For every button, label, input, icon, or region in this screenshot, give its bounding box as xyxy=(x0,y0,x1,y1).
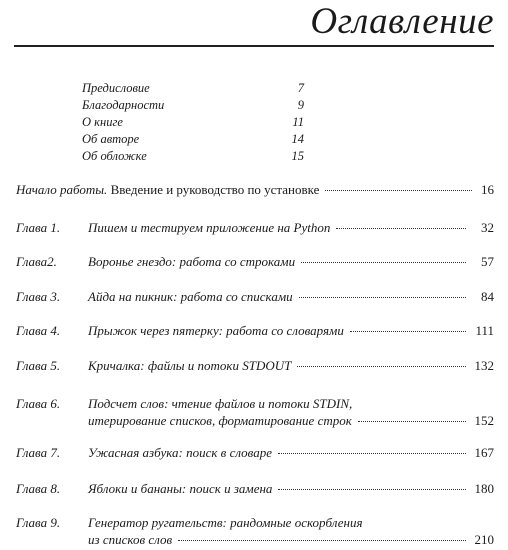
chapter-entry-5[interactable] xyxy=(16,357,494,374)
front-matter-item[interactable] xyxy=(82,97,312,114)
chapter-page: 152 xyxy=(474,413,494,428)
dot-leader xyxy=(301,262,466,263)
front-matter-label: Об авторе xyxy=(82,132,140,146)
chapter-title: итерирование списков, форматирование строк xyxy=(88,413,352,428)
chapter-entry-7[interactable] xyxy=(16,444,494,461)
dot-leader xyxy=(350,331,466,332)
front-matter-label: Об обложке xyxy=(82,149,147,163)
chapter-title: Ужасная азбука: поиск в словаре xyxy=(88,445,272,460)
chapter-number: Глава 6. xyxy=(16,396,61,411)
chapter-number: Глава 8. xyxy=(16,481,61,496)
chapter-entry-9[interactable] xyxy=(16,514,494,548)
chapter-entry-1[interactable] xyxy=(16,219,494,236)
chapter-title-line1: Генератор ругательств: рандомные оскорбления xyxy=(88,515,363,530)
chapter-title: Айда на пикник: работа со списками xyxy=(88,289,293,304)
chapter-number: Глава2. xyxy=(16,254,57,269)
intro-entry[interactable] xyxy=(16,181,494,199)
front-matter-page: 11 xyxy=(292,115,304,129)
chapter-entry-3[interactable] xyxy=(16,288,494,305)
dot-leader xyxy=(278,489,466,490)
chapter-page: 84 xyxy=(481,289,494,304)
chapter-page: 132 xyxy=(474,358,494,373)
chapter-entry-8[interactable] xyxy=(16,480,494,497)
chapter-number: Глава 9. xyxy=(16,515,61,530)
chapter-title-line1: Подсчет слов: чтение файлов и потоки STDIN, xyxy=(88,396,353,411)
front-matter-page: 15 xyxy=(291,149,304,163)
chapter-number: Глава 3. xyxy=(16,289,61,304)
chapter-page: 57 xyxy=(481,254,494,269)
dot-leader xyxy=(336,228,466,229)
front-matter-label: Предисловие xyxy=(82,81,150,95)
chapter-number: Глава 1. xyxy=(16,220,61,235)
intro-text xyxy=(16,181,319,199)
chapter-title: Воронье гнездо: работа со строками xyxy=(88,254,296,269)
intro-page: 16 xyxy=(481,182,494,197)
chapter-number: Глава 4. xyxy=(16,323,61,338)
front-matter-page: 9 xyxy=(297,98,304,112)
front-matter-item[interactable] xyxy=(82,80,312,97)
front-matter-page: 7 xyxy=(297,81,304,95)
front-matter-label: О книге xyxy=(82,115,123,129)
front-matter-item[interactable] xyxy=(82,114,312,131)
dot-leader xyxy=(297,366,466,367)
chapter-title: Яблоки и бананы: поиск и замена xyxy=(88,481,273,496)
chapter-title: Прыжок через пятерку: работа со словарями xyxy=(88,323,344,338)
front-matter-page: 14 xyxy=(291,132,304,146)
title-rule xyxy=(14,45,494,47)
chapter-number: Глава 7. xyxy=(16,445,61,460)
intro-prefix: Начало работы. xyxy=(16,182,108,197)
dot-leader xyxy=(278,453,466,454)
chapter-title: из списков слов xyxy=(88,532,173,547)
dot-leader xyxy=(299,297,466,298)
front-matter-list xyxy=(82,80,312,165)
dot-leader xyxy=(178,540,466,541)
intro-title: Введение и руководство по установке xyxy=(110,182,320,197)
chapter-page: 111 xyxy=(475,323,494,338)
chapter-page: 32 xyxy=(481,220,494,235)
chapter-entry-2[interactable] xyxy=(16,253,494,270)
chapter-entry-6[interactable] xyxy=(16,395,494,429)
page-title: Оглавление xyxy=(310,1,494,42)
chapter-title: Кричалка: файлы и потоки STDOUT xyxy=(88,358,292,373)
dot-leader xyxy=(325,190,472,191)
chapter-page: 210 xyxy=(474,532,494,547)
chapter-entry-4[interactable] xyxy=(16,322,494,339)
front-matter-label: Благодарности xyxy=(82,98,165,112)
chapter-title: Пишем и тестируем приложение на Python xyxy=(88,220,331,235)
chapter-page: 167 xyxy=(474,445,494,460)
dot-leader xyxy=(358,421,466,422)
chapter-number: Глава 5. xyxy=(16,358,61,373)
front-matter-item[interactable] xyxy=(82,148,312,165)
front-matter-item[interactable] xyxy=(82,131,312,148)
chapter-page: 180 xyxy=(474,481,494,496)
